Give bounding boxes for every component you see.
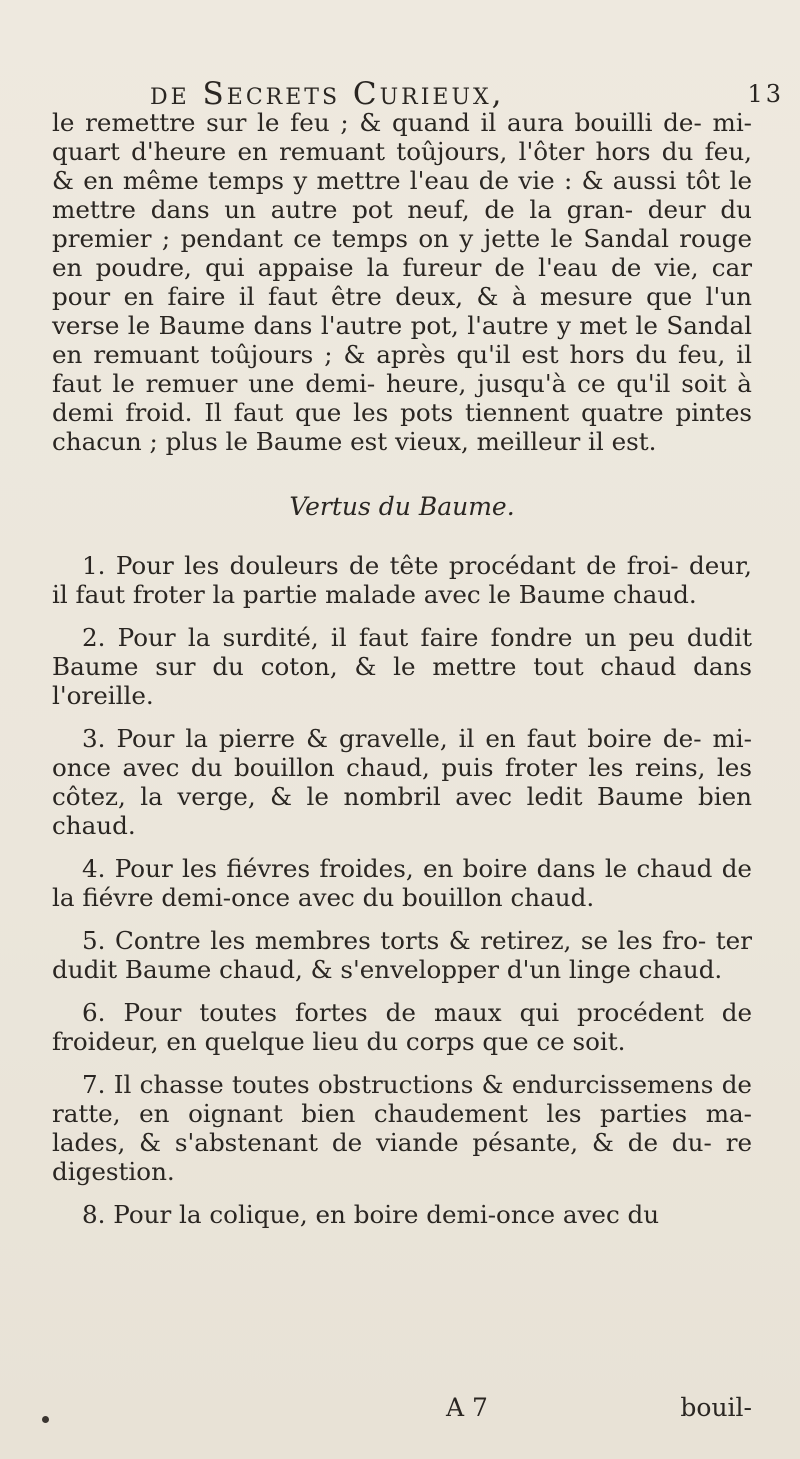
text-line: à mesure que l'un verse le Baume dans l'autre pot, [52, 282, 752, 340]
entry-8 [52, 1200, 752, 1229]
text-line: Baume bien chaud. [52, 782, 752, 840]
section-heading: Vertus du Baume. [289, 492, 515, 521]
text-line: qu'il est hors du feu, il faut le remuer une demi- [52, 340, 752, 398]
text-line: 7. Il chasse toutes obstructions & endurcissemens [82, 1070, 714, 1099]
entry-5 [52, 926, 752, 984]
text-line: que les pots tiennent quatre pintes chacun ; plus le [52, 398, 752, 456]
entry-4 [52, 854, 752, 912]
catchword: bouil- [680, 1393, 752, 1422]
ink-spot [42, 1416, 49, 1423]
text-line: aussi tôt le mettre dans un autre pot neuf, de la gran- [52, 166, 752, 224]
text-line: ter dudit Baume chaud, & s'envelopper d'un linge [52, 926, 752, 984]
signature-mark: A 7 [446, 1393, 488, 1422]
text-line: deur du premier ; pendant ce temps on y jette le [52, 195, 752, 253]
text-line: re digestion. [52, 1128, 752, 1186]
entry-6 [52, 998, 752, 1056]
text-line: 2. Pour la surdité, il faut faire fondre un peu dudit [82, 623, 752, 652]
entry-3 [52, 724, 752, 840]
entry-1 [52, 551, 752, 609]
text-line: l'oreille. [52, 681, 154, 710]
intro-paragraph [52, 108, 752, 456]
text-line: l'autre y met le Sandal en remuant toûjours ; & après [52, 311, 752, 369]
text-line: 4. Pour les fiévres froides, en boire dans le chaud [82, 854, 713, 883]
text-line: mi-once avec du bouillon chaud, puis froter les [52, 724, 752, 782]
text-line: reins, les côtez, la verge, & le nombril avec ledit [52, 753, 752, 811]
text-line: chaud. [638, 955, 723, 984]
text-line: chaud. [613, 580, 697, 609]
text-line: 8. Pour la colique, en boire demi-once avec du [82, 1200, 660, 1229]
text-line: l'eau de vie, car pour en faire il faut être deux, & [52, 253, 752, 311]
page-footer [52, 1393, 752, 1427]
page-body [52, 108, 752, 1243]
text-line: 6. Pour toutes fortes de maux qui procédent de [82, 998, 752, 1027]
entry-7 [52, 1070, 752, 1186]
running-title: de Secrets Curieux, [150, 76, 505, 112]
text-line: Sandal rouge en poudre, qui appaise la fureur de [52, 224, 752, 282]
text-line: deur, il faut froter la partie malade avec le Baume [52, 551, 752, 609]
text-line: lades, & s'abstenant de viande pésante, & de du- [52, 1128, 712, 1157]
text-line: de la fiévre demi-once avec du bouillon chaud. [52, 854, 752, 912]
text-line: mi-quart d'heure en remuant toûjours, l'ôter hors [52, 108, 752, 166]
text-line: Baume est vieux, meilleur il est. [255, 427, 657, 456]
text-line: du feu, & en même temps y mettre l'eau de vie : & [52, 137, 752, 195]
page-number: 13 [747, 80, 784, 108]
text-line: 3. Pour la pierre & gravelle, il en faut boire de- [82, 724, 702, 753]
text-line: froideur, en quelque lieu du corps que ce soit. [52, 1027, 626, 1056]
text-line: de ratte, en oignant bien chaudement les parties ma- [52, 1070, 752, 1128]
text-line: 5. Contre les membres torts & retirez, se les fro- [82, 926, 707, 955]
text-line: 1. Pour les douleurs de tête procédant de froi- [82, 551, 679, 580]
text-line: Baume sur du coton, & le mettre tout chaud dans [52, 652, 752, 681]
text-line: heure, jusqu'à ce qu'il soit à demi froid. Il faut [52, 369, 752, 427]
text-line: le remettre sur le feu ; & quand il aura bouilli de- [52, 108, 702, 137]
entry-2 [52, 623, 752, 710]
